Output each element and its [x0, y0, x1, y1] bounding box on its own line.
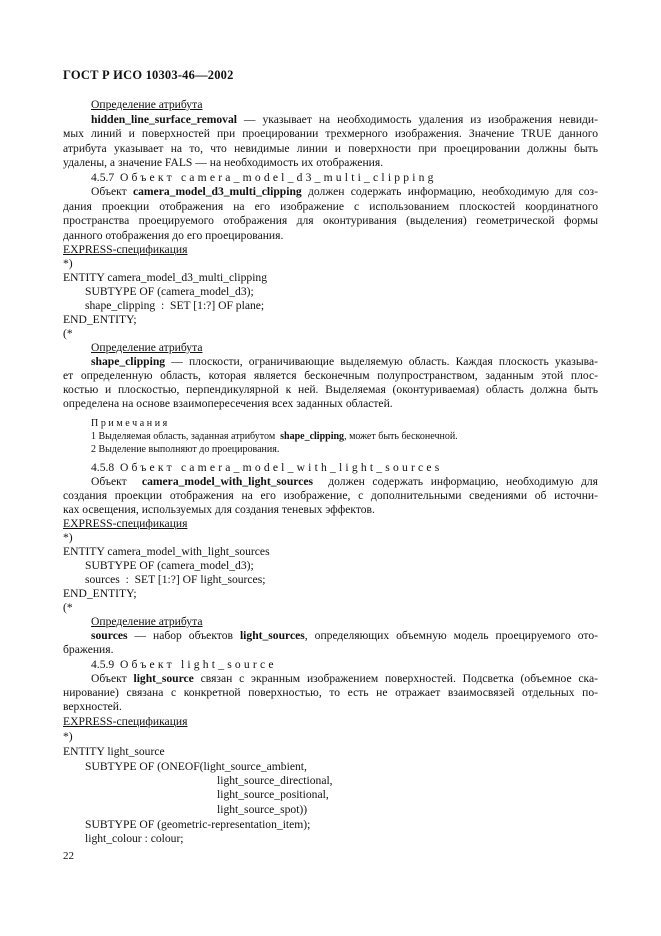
code-line: ENTITY light_source: [63, 745, 165, 758]
text: Объект: [91, 672, 134, 685]
paragraph-line: верхностей.: [63, 700, 122, 713]
section-number: 4.5.8: [91, 461, 115, 474]
paragraph-line: ках освещения, используемых для создания теневых эффектов.: [63, 503, 375, 516]
text: , определяющих объемную модель проецируемого ото-: [304, 629, 598, 642]
paragraph-line: бражения.: [63, 643, 114, 656]
attribute-definition-heading: Определение атрибута: [91, 98, 203, 111]
text: — плоскости, ограничивающие выделяемую область. Каждая плоскость указыва-: [165, 355, 598, 368]
paragraph-line: [91, 672, 598, 686]
code-line: (*: [63, 327, 73, 340]
paragraph-line: костью и плоскостью, перпендикулярной к ней. Выделяемая (оконтуриваемая) область должна быть: [63, 383, 598, 396]
term: camera_model_d3_multi_clipping: [132, 185, 302, 198]
text: — указывает на необходимость удаления из изображения невиди-: [237, 113, 598, 126]
paragraph-line: нирование) связана с конкретной поверхностью, то есть не отражает взаимосвязей отдельных по-: [63, 686, 598, 699]
code-line: light_source_positional,: [217, 788, 329, 801]
code-line: ENTITY camera_model_with_light_sources: [63, 545, 270, 558]
paragraph-line: [91, 475, 598, 489]
paragraph-line: ет определенную область, которая является бесконечным полупространством, заданным этой плос-: [63, 369, 598, 382]
term: sources: [91, 629, 128, 642]
code-line: shape_clipping : SET [1:?] OF plane;: [85, 299, 265, 312]
section-heading-4-5-8: [91, 461, 442, 475]
code-line: ENTITY camera_model_d3_multi_clipping: [63, 271, 268, 284]
term: light_source: [133, 672, 194, 685]
express-spec-label: EXPRESS-спецификация: [63, 517, 188, 530]
text: , может быть бесконечной.: [344, 431, 458, 442]
express-spec-label: EXPRESS-спецификация: [63, 715, 188, 728]
paragraph-line: пространства проецируемого отображения для оконтуривания (выделения) геометрической формы: [63, 214, 598, 227]
text: Объект: [91, 185, 133, 198]
note-line: [91, 430, 458, 444]
code-line: *): [63, 730, 73, 743]
text: связан с экранным изображением поверхностей. Подсветка (объемное ска-: [193, 672, 598, 685]
paragraph-line: [91, 355, 598, 369]
term: camera_model_with_light_sources: [141, 475, 314, 488]
paragraph-line: атрибута указывает на то, что невидимые линии и поверхности при проецировании должны быть: [63, 142, 598, 155]
section-number: 4.5.9: [91, 658, 115, 671]
note-line: 2 Выделение выполняют до проецирования.: [91, 444, 280, 455]
code-line: light_source_spot)): [217, 803, 308, 816]
section-heading-4-5-7: [91, 171, 437, 185]
paragraph-line: мых линий и поверхностей при проецировании трехмерного изображения. Значение TRUE данного: [63, 127, 598, 140]
page-number: 22: [63, 850, 74, 862]
code-line: light_source_directional,: [217, 774, 333, 787]
section-heading-4-5-9: [91, 658, 277, 672]
code-line: SUBTYPE OF (camera_model_d3);: [85, 559, 254, 572]
section-title: Объект camera_model_with_light_sources: [119, 461, 443, 474]
paragraph-line: [91, 629, 598, 643]
code-line: SUBTYPE OF (camera_model_d3);: [85, 285, 254, 298]
code-line: light_colour : colour;: [85, 832, 184, 845]
notes-heading: Примечания: [91, 418, 170, 429]
code-line: SUBTYPE OF (geometric-representation_item);: [85, 818, 311, 831]
term: shape_clipping: [280, 431, 345, 442]
code-line: *): [63, 257, 73, 270]
attribute-definition-heading: Определение атрибута: [91, 341, 203, 354]
term: light_sources: [239, 629, 305, 642]
code-line: sources : SET [1:?] OF light_sources;: [85, 573, 266, 586]
paragraph-line: данного отображения до его проецирования.: [63, 229, 284, 242]
attribute-definition-heading: Определение атрибута: [91, 615, 203, 628]
paragraph-line: дания проекции отображения на его изображение с использованием плоскостей координатного: [63, 200, 598, 213]
section-number: 4.5.7: [91, 171, 115, 184]
code-line: *): [63, 531, 73, 544]
paragraph-line: определена на основе взаимопересечения всех заданных областей.: [63, 397, 393, 410]
code-line: (*: [63, 601, 73, 614]
paragraph-line: [91, 113, 598, 127]
section-title: Объект camera_model_d3_multi_clipping: [119, 171, 437, 184]
paragraph-line: удалены, а значение FALS — на необходимость их отображения.: [63, 156, 384, 169]
express-spec-label: EXPRESS-спецификация: [63, 243, 188, 256]
paragraph-line: [91, 185, 598, 199]
paragraph-line: создания проекции отображения на его изображение, с дополнительными сведениями об источни-: [63, 489, 598, 502]
text: — набор объектов: [127, 629, 240, 642]
text: должен содержать информацию, необходимую для соз-: [301, 185, 598, 198]
text: должен содержать информацию, необходимую для: [313, 475, 598, 488]
code-line: END_ENTITY;: [63, 313, 137, 326]
text: Объект: [91, 475, 142, 488]
code-line: END_ENTITY;: [63, 587, 137, 600]
term: shape_clipping: [91, 355, 166, 368]
section-title: Объект light_source: [119, 658, 277, 671]
page-header: ГОСТ Р ИСО 10303-46—2002: [63, 68, 234, 82]
code-line: SUBTYPE OF (ONEOF(light_source_ambient,: [85, 760, 307, 773]
text: 1 Выделяемая область, заданная атрибутом: [91, 431, 281, 442]
term: hidden_line_surface_removal: [91, 113, 237, 126]
